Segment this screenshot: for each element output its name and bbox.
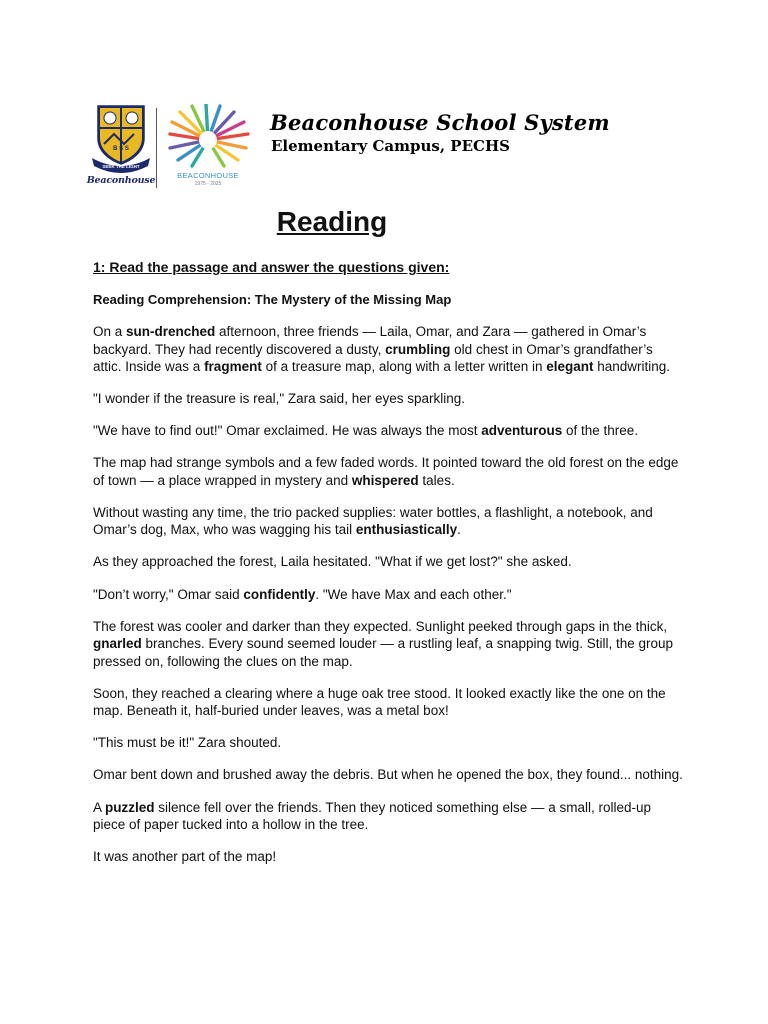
crest-shield-icon <box>90 104 152 176</box>
paragraph-text: As they approached the forest, Laila hesitated. "What if we get lost?" she asked. <box>93 554 572 570</box>
paragraph-text: afternoon, three friends — Laila, Omar, and Zara — gathered in Omar’s backyard. They had recently discovered a dusty, <box>93 324 647 357</box>
passage-paragraph <box>93 766 683 784</box>
passage-paragraph <box>93 504 683 539</box>
vocabulary-word: gnarled <box>93 636 142 652</box>
worksheet-content <box>93 258 683 880</box>
paragraph-text: Omar bent down and brushed away the debris. But when he opened the box, they found... nothing. <box>93 767 683 783</box>
paragraph-text: "This must be it!" Zara shouted. <box>93 735 282 751</box>
passage-paragraph <box>93 618 683 671</box>
crest-motto: SEEK THE LIGHT <box>102 164 140 169</box>
passage-title: Reading Comprehension: The Mystery of the Missing Map <box>93 292 452 307</box>
paragraph-text: . <box>457 522 461 538</box>
question-heading: 1: Read the passage and answer the questions given: <box>93 259 450 275</box>
vocabulary-word: elegant <box>546 359 594 374</box>
school-name: Beaconhouse School System <box>270 110 610 135</box>
paragraph-text: It was another part of the map! <box>93 849 277 865</box>
passage <box>93 323 683 866</box>
letterhead <box>86 104 690 196</box>
passage-paragraph <box>93 586 683 604</box>
crest-letters: B S S <box>113 146 129 152</box>
logo-divider <box>156 108 157 188</box>
passage-paragraph <box>93 323 683 376</box>
paragraph-text: On a <box>93 324 127 339</box>
passage-paragraph <box>93 799 683 834</box>
paragraph-text: A <box>93 799 106 815</box>
paragraph-text: The map had strange symbols and a few faded words. It pointed toward the old forest on the edge of town — a place wrapped in mystery and <box>93 455 679 488</box>
anniversary-logo <box>162 104 254 192</box>
vocabulary-word: fragment <box>204 359 262 374</box>
sunburst-icon <box>162 104 254 170</box>
paragraph-text: tales. <box>418 472 455 488</box>
passage-paragraph <box>93 848 683 866</box>
page-title: Reading <box>276 206 388 237</box>
passage-paragraph <box>93 454 683 489</box>
paragraph-text: "We have to find out!" Omar exclaimed. He was always the most <box>93 423 482 439</box>
passage-paragraph <box>93 685 683 720</box>
paragraph-text: The forest was cooler and darker than they expected. Sunlight peeked through gaps in the thick, <box>93 618 668 634</box>
paragraph-text: silence fell over the friends. Then they noticed something else — a small, rolled-up piece of paper tucked into a hollow in the tree. <box>93 799 652 833</box>
paragraph-text: Soon, they reached a clearing where a huge oak tree stood. It looked exactly like the one on the map. Beneath it, half-buried under leaves, was a metal box! <box>93 685 666 719</box>
campus-name: Elementary Campus, PECHS <box>271 137 510 155</box>
vocabulary-word: whispered <box>351 472 419 488</box>
paragraph-text: of the three. <box>562 423 639 439</box>
anniversary-years: 1975 - 2025 <box>194 181 222 187</box>
passage-paragraph <box>93 422 683 440</box>
school-crest-logo <box>86 104 156 190</box>
vocabulary-word: enthusiastically <box>355 522 458 538</box>
vocabulary-word: crumbling <box>385 341 451 357</box>
paragraph-text: "Don’t worry," Omar said <box>93 586 244 602</box>
paragraph-text: "I wonder if the treasure is real," Zara said, her eyes sparkling. <box>93 391 466 407</box>
passage-paragraph <box>93 390 683 408</box>
paragraph-text: branches. Every sound seemed louder — a rustling leaf, a snapping twig. Still, the group pressed on, following the clues on the map. <box>93 636 674 669</box>
vocabulary-word: puzzled <box>105 799 155 815</box>
vocabulary-word: sun-drenched <box>126 324 216 339</box>
crest-caption: Beaconhouse <box>86 175 156 186</box>
vocabulary-word: confidently <box>243 586 316 602</box>
paragraph-text: Without wasting any time, the trio packed supplies: water bottles, a flashlight, a notebook, and Omar’s dog, Max, who was wagging his tail <box>93 504 653 538</box>
anniversary-name: BEACONHOUSE <box>177 171 239 180</box>
paragraph-text: of a treasure map, along with a letter written in <box>261 359 547 374</box>
paragraph-text: old chest in Omar’s grandfather’s attic. Inside was a <box>93 341 653 374</box>
passage-paragraph <box>93 553 683 571</box>
paragraph-text: . "We have Max and each other." <box>315 586 512 602</box>
paragraph-text: handwriting. <box>593 359 671 374</box>
vocabulary-word: adventurous <box>481 423 563 439</box>
passage-paragraph <box>93 734 683 752</box>
